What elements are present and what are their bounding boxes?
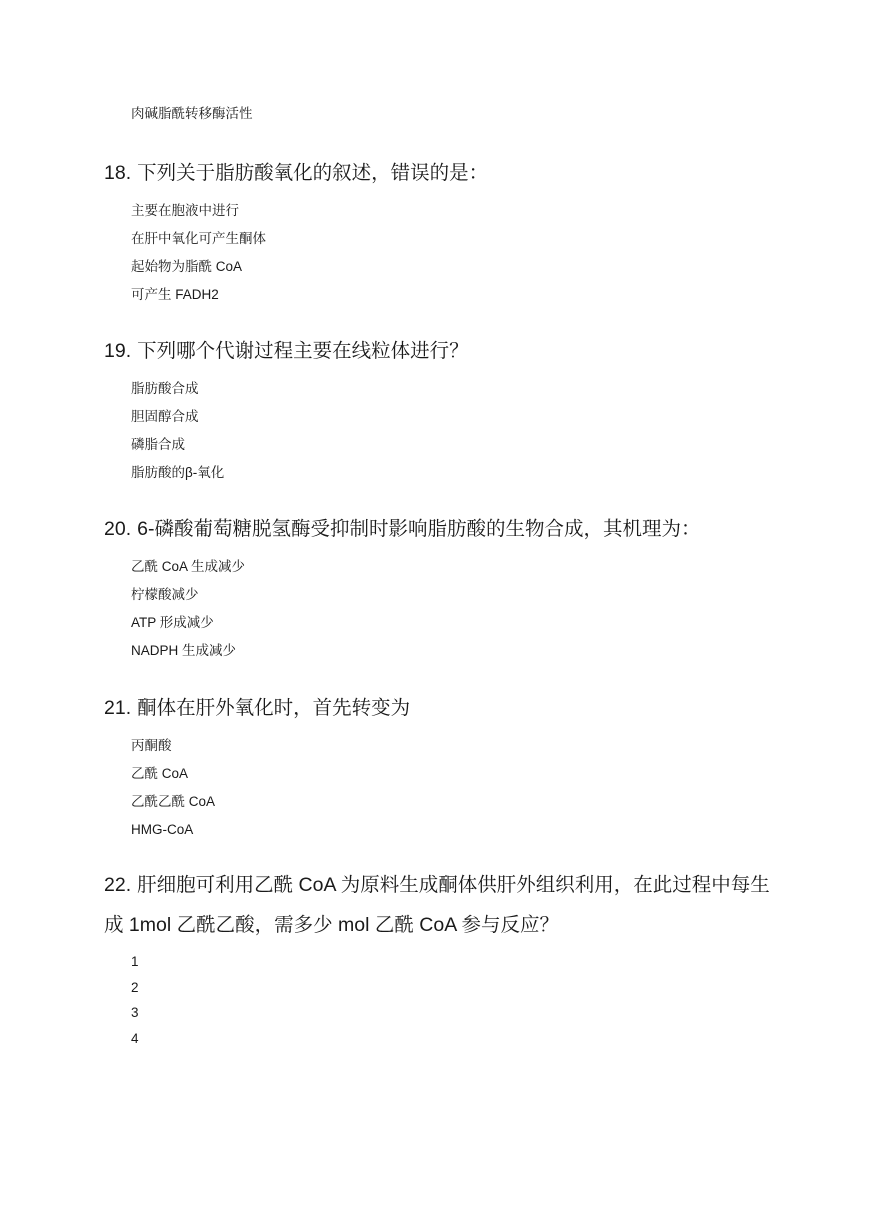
option-item: 乙酰 CoA 生成减少	[131, 559, 246, 574]
question-number: 21.	[104, 697, 132, 719]
question-text	[104, 155, 784, 191]
question-stem: 肝细胞可利用乙酰 CoA 为原料生成酮体供肝外组织利用，在此过程中每生成 1mol 乙酰乙酸，需多少 mol 乙酰 CoA 参与反应？	[104, 874, 770, 936]
question-19	[104, 333, 784, 491]
option-item: 在肝中氧化可产生酮体	[131, 231, 266, 246]
option-item: NADPH 生成减少	[131, 643, 237, 658]
question-number: 19.	[104, 340, 132, 362]
option-list	[131, 201, 784, 313]
option-item: 4	[131, 1031, 139, 1047]
option-list	[131, 953, 774, 1056]
option-item: 柠檬酸减少	[131, 587, 199, 602]
option-item: 2	[131, 979, 139, 995]
question-stem: 酮体在肝外氧化时，首先转变为	[137, 697, 411, 719]
question-text	[104, 865, 774, 945]
carryover-option: 肉碱脂酰转移酶活性	[131, 106, 253, 121]
question-stem: 下列哪个代谢过程主要在线粒体进行？	[137, 340, 469, 362]
question-stem: 6-磷酸葡萄糖脱氢酶受抑制时影响脂肪酸的生物合成，其机理为：	[137, 518, 701, 540]
question-text	[104, 690, 784, 726]
question-22	[104, 865, 774, 1056]
option-list	[131, 736, 784, 848]
option-item: 主要在胞液中进行	[131, 203, 239, 218]
option-item: 丙酮酸	[131, 738, 172, 753]
option-item: ATP 形成减少	[131, 615, 214, 630]
question-stem: 下列关于脂肪酸氧化的叙述，错误的是：	[137, 162, 489, 184]
question-number: 22.	[104, 874, 132, 896]
question-text	[104, 333, 784, 369]
question-number: 20.	[104, 518, 132, 540]
option-item: HMG-CoA	[131, 822, 194, 837]
option-item: 磷脂合成	[131, 437, 185, 452]
option-list	[131, 557, 784, 669]
question-18	[104, 155, 784, 313]
question-number: 18.	[104, 162, 132, 184]
question-21	[104, 690, 784, 848]
option-item: 脂肪酸合成	[131, 381, 199, 396]
option-item: 乙酰 CoA	[131, 766, 189, 781]
option-item: 胆固醇合成	[131, 409, 199, 424]
question-text	[104, 511, 784, 547]
option-list	[131, 379, 784, 491]
question-20	[104, 511, 784, 669]
option-item: 1	[131, 954, 139, 969]
option-item: 3	[131, 1005, 139, 1021]
option-item: 起始物为脂酰 CoA	[131, 259, 243, 274]
option-item: 可产生 FADH2	[131, 287, 219, 302]
option-item: 乙酰乙酰 CoA	[131, 794, 216, 809]
option-item: 脂肪酸的β-氧化	[131, 465, 225, 480]
